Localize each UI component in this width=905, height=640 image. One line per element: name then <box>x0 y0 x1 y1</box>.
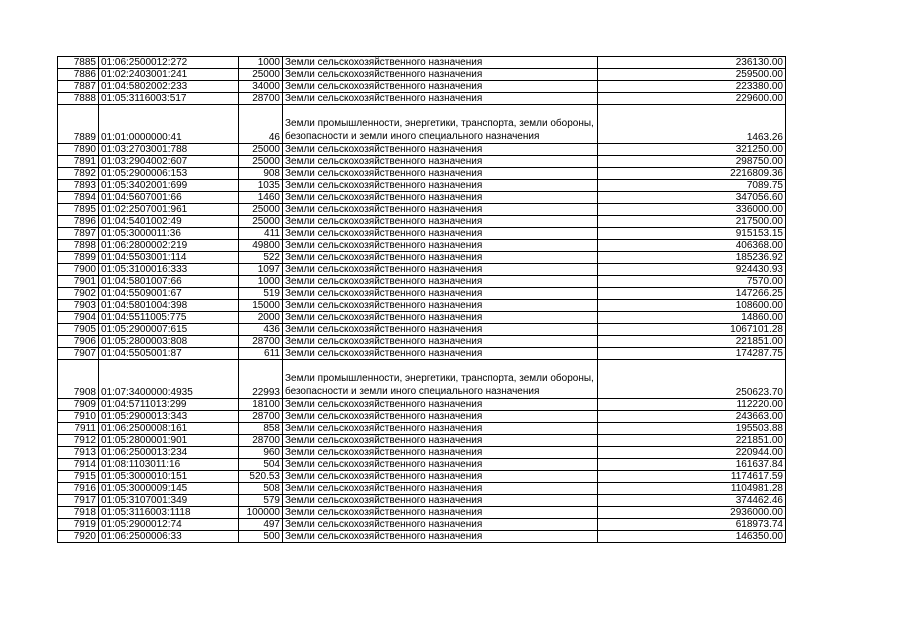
land-category-cell: Земли сельскохозяйственного назначения <box>283 264 598 276</box>
land-category-cell: Земли сельскохозяйственного назначения <box>283 180 598 192</box>
cadastral-number-cell: 01:04:5503001:114 <box>99 252 239 264</box>
table-row <box>58 483 786 495</box>
cadastral-value-cell: 195503.88 <box>598 423 786 435</box>
cadastral-value-cell: 220944.00 <box>598 447 786 459</box>
land-category-cell: Земли сельскохозяйственного назначения <box>283 411 598 423</box>
area-cell: 46 <box>239 105 283 144</box>
row-number-cell: 7886 <box>58 69 99 81</box>
area-cell: 520.53 <box>239 471 283 483</box>
table-row <box>58 264 786 276</box>
cadastral-value-cell: 223380.00 <box>598 81 786 93</box>
table-row <box>58 531 786 543</box>
table-row <box>58 180 786 192</box>
cadastral-number-cell: 01:05:2800003:808 <box>99 336 239 348</box>
land-category-cell: Земли сельскохозяйственного назначения <box>283 192 598 204</box>
cadastral-value-cell: 406368.00 <box>598 240 786 252</box>
land-category-cell: Земли сельскохозяйственного назначения <box>283 459 598 471</box>
table-row <box>58 252 786 264</box>
area-cell: 522 <box>239 252 283 264</box>
cadastral-value-cell: 221851.00 <box>598 336 786 348</box>
table-row <box>58 519 786 531</box>
cadastral-number-cell: 01:04:5802002:233 <box>99 81 239 93</box>
cadastral-value-cell: 243663.00 <box>598 411 786 423</box>
cadastral-number-cell: 01:05:2900012:74 <box>99 519 239 531</box>
row-number-cell: 7914 <box>58 459 99 471</box>
row-number-cell: 7903 <box>58 300 99 312</box>
table-row <box>58 300 786 312</box>
row-number-cell: 7900 <box>58 264 99 276</box>
area-cell: 908 <box>239 168 283 180</box>
cadastral-value-cell: 298750.00 <box>598 156 786 168</box>
cadastral-number-cell: 01:04:5607001:66 <box>99 192 239 204</box>
cadastral-number-cell: 01:05:3100016:333 <box>99 264 239 276</box>
cadastral-number-cell: 01:05:3000010:151 <box>99 471 239 483</box>
table-row <box>58 156 786 168</box>
cadastral-value-cell: 618973.74 <box>598 519 786 531</box>
table-row <box>58 324 786 336</box>
cadastral-value-cell: 147266.25 <box>598 288 786 300</box>
table-row <box>58 459 786 471</box>
area-cell: 25000 <box>239 69 283 81</box>
row-number-cell: 7895 <box>58 204 99 216</box>
land-category-cell: Земли сельскохозяйственного назначения <box>283 348 598 360</box>
area-cell: 1097 <box>239 264 283 276</box>
table-row <box>58 240 786 252</box>
row-number-cell: 7888 <box>58 93 99 105</box>
table-row <box>58 228 786 240</box>
row-number-cell: 7899 <box>58 252 99 264</box>
row-number-cell: 7905 <box>58 324 99 336</box>
table-row <box>58 348 786 360</box>
row-number-cell: 7897 <box>58 228 99 240</box>
cadastral-number-cell: 01:05:3116003:517 <box>99 93 239 105</box>
area-cell: 18100 <box>239 399 283 411</box>
cadastral-number-cell: 01:02:2507001:961 <box>99 204 239 216</box>
cadastral-number-cell: 01:06:2500008:161 <box>99 423 239 435</box>
land-category-cell: Земли сельскохозяйственного назначения <box>283 252 598 264</box>
land-category-cell: Земли сельскохозяйственного назначения <box>283 483 598 495</box>
table-row <box>58 216 786 228</box>
cadastral-number-cell: 01:03:2703001:788 <box>99 144 239 156</box>
land-category-cell: Земли сельскохозяйственного назначения <box>283 156 598 168</box>
table-row <box>58 411 786 423</box>
table-row <box>58 93 786 105</box>
land-category-cell: Земли сельскохозяйственного назначения <box>283 447 598 459</box>
row-number-cell: 7890 <box>58 144 99 156</box>
land-category-cell: Земли сельскохозяйственного назначения <box>283 471 598 483</box>
land-category-cell: Земли сельскохозяйственного назначения <box>283 276 598 288</box>
land-category-cell: Земли сельскохозяйственного назначения <box>283 495 598 507</box>
cadastral-number-cell: 01:06:2500012:272 <box>99 57 239 69</box>
cadastral-number-cell: 01:05:3116003:1118 <box>99 507 239 519</box>
area-cell: 1000 <box>239 276 283 288</box>
area-cell: 1460 <box>239 192 283 204</box>
area-cell: 436 <box>239 324 283 336</box>
cadastral-value-cell: 1067101.28 <box>598 324 786 336</box>
row-number-cell: 7907 <box>58 348 99 360</box>
land-category-cell: Земли сельскохозяйственного назначения <box>283 93 598 105</box>
row-number-cell: 7910 <box>58 411 99 423</box>
cadastral-value-cell: 915153.15 <box>598 228 786 240</box>
row-number-cell: 7892 <box>58 168 99 180</box>
table-row <box>58 399 786 411</box>
table-row <box>58 57 786 69</box>
land-category-cell: Земли сельскохозяйственного назначения <box>283 507 598 519</box>
area-cell: 2000 <box>239 312 283 324</box>
cadastral-value-cell: 924430.93 <box>598 264 786 276</box>
land-category-cell: Земли сельскохозяйственного назначения <box>283 336 598 348</box>
cadastral-value-cell: 221851.00 <box>598 435 786 447</box>
row-number-cell: 7887 <box>58 81 99 93</box>
cadastral-value-cell: 1174617.59 <box>598 471 786 483</box>
row-number-cell: 7898 <box>58 240 99 252</box>
land-category-cell: Земли сельскохозяйственного назначения <box>283 519 598 531</box>
row-number-cell: 7911 <box>58 423 99 435</box>
area-cell: 579 <box>239 495 283 507</box>
table-row <box>58 204 786 216</box>
cadastral-value-cell: 1104981.28 <box>598 483 786 495</box>
cadastral-number-cell: 01:05:3000009:145 <box>99 483 239 495</box>
area-cell: 28700 <box>239 93 283 105</box>
row-number-cell: 7894 <box>58 192 99 204</box>
table-row <box>58 288 786 300</box>
row-number-cell: 7893 <box>58 180 99 192</box>
land-category-cell: Земли сельскохозяйственного назначения <box>283 168 598 180</box>
area-cell: 611 <box>239 348 283 360</box>
row-number-cell: 7885 <box>58 57 99 69</box>
area-cell: 504 <box>239 459 283 471</box>
cadastral-value-cell: 108600.00 <box>598 300 786 312</box>
cadastral-number-cell: 01:08:1103011:16 <box>99 459 239 471</box>
table-row <box>58 495 786 507</box>
row-number-cell: 7917 <box>58 495 99 507</box>
cadastral-number-cell: 01:04:5401002:49 <box>99 216 239 228</box>
table-body <box>58 57 786 543</box>
cadastral-value-cell: 161637.84 <box>598 459 786 471</box>
cadastral-value-cell: 7089.75 <box>598 180 786 192</box>
table-row <box>58 360 786 399</box>
cadastral-value-cell: 259500.00 <box>598 69 786 81</box>
cadastral-number-cell: 01:04:5509001:67 <box>99 288 239 300</box>
area-cell: 28700 <box>239 435 283 447</box>
row-number-cell: 7919 <box>58 519 99 531</box>
cadastral-number-cell: 01:05:3402001:699 <box>99 180 239 192</box>
area-cell: 15000 <box>239 300 283 312</box>
cadastral-number-cell: 01:04:5505001:87 <box>99 348 239 360</box>
table-row <box>58 81 786 93</box>
row-number-cell: 7904 <box>58 312 99 324</box>
table-row <box>58 69 786 81</box>
table-row <box>58 447 786 459</box>
area-cell: 49800 <box>239 240 283 252</box>
table-row <box>58 423 786 435</box>
cadastral-value-cell: 336000.00 <box>598 204 786 216</box>
area-cell: 411 <box>239 228 283 240</box>
cadastral-number-cell: 01:07:3400000:4935 <box>99 360 239 399</box>
land-category-cell: Земли сельскохозяйственного назначения <box>283 324 598 336</box>
land-category-cell: Земли сельскохозяйственного назначения <box>283 57 598 69</box>
land-category-cell: Земли сельскохозяйственного назначения <box>283 204 598 216</box>
area-cell: 1035 <box>239 180 283 192</box>
table-row <box>58 105 786 144</box>
area-cell: 508 <box>239 483 283 495</box>
cadastral-number-cell: 01:05:2900006:153 <box>99 168 239 180</box>
row-number-cell: 7912 <box>58 435 99 447</box>
table-row <box>58 471 786 483</box>
row-number-cell: 7896 <box>58 216 99 228</box>
cadastral-value-cell: 321250.00 <box>598 144 786 156</box>
table-row <box>58 192 786 204</box>
cadastral-number-cell: 01:06:2500006:33 <box>99 531 239 543</box>
cadastral-number-cell: 01:04:5801004:398 <box>99 300 239 312</box>
land-category-cell: Земли сельскохозяйственного назначения <box>283 312 598 324</box>
row-number-cell: 7902 <box>58 288 99 300</box>
row-number-cell: 7901 <box>58 276 99 288</box>
land-category-cell: Земли сельскохозяйственного назначения <box>283 69 598 81</box>
cadastral-number-cell: 01:05:3107001:349 <box>99 495 239 507</box>
area-cell: 500 <box>239 531 283 543</box>
cadastral-value-cell: 250623.70 <box>598 360 786 399</box>
area-cell: 519 <box>239 288 283 300</box>
cadastral-value-cell: 7570.00 <box>598 276 786 288</box>
area-cell: 25000 <box>239 204 283 216</box>
land-category-cell: Земли сельскохозяйственного назначения <box>283 531 598 543</box>
table-row <box>58 435 786 447</box>
area-cell: 22993 <box>239 360 283 399</box>
row-number-cell: 7920 <box>58 531 99 543</box>
row-number-cell: 7916 <box>58 483 99 495</box>
cadastral-value-cell: 2936000.00 <box>598 507 786 519</box>
table-row <box>58 507 786 519</box>
cadastral-number-cell: 01:06:2500013:234 <box>99 447 239 459</box>
area-cell: 34000 <box>239 81 283 93</box>
area-cell: 25000 <box>239 216 283 228</box>
area-cell: 28700 <box>239 336 283 348</box>
row-number-cell: 7913 <box>58 447 99 459</box>
cadastral-value-cell: 185236.92 <box>598 252 786 264</box>
cadastral-number-cell: 01:01:0000000:41 <box>99 105 239 144</box>
area-cell: 858 <box>239 423 283 435</box>
row-number-cell: 7908 <box>58 360 99 399</box>
table-row <box>58 312 786 324</box>
cadastral-number-cell: 01:05:2900013:343 <box>99 411 239 423</box>
area-cell: 100000 <box>239 507 283 519</box>
cadastral-value-cell: 14860.00 <box>598 312 786 324</box>
table-row <box>58 168 786 180</box>
row-number-cell: 7906 <box>58 336 99 348</box>
table-row <box>58 276 786 288</box>
cadastral-value-cell: 236130.00 <box>598 57 786 69</box>
cadastral-number-cell: 01:06:2800002:219 <box>99 240 239 252</box>
area-cell: 1000 <box>239 57 283 69</box>
cadastral-number-cell: 01:05:2800001:901 <box>99 435 239 447</box>
cadastral-number-cell: 01:02:2403001:241 <box>99 69 239 81</box>
area-cell: 25000 <box>239 144 283 156</box>
cadastral-value-cell: 1463.26 <box>598 105 786 144</box>
land-category-cell: Земли промышленности, энергетики, транспорта, земли обороны, безопасности и земли иного специального назначения <box>283 360 598 399</box>
land-category-cell: Земли сельскохозяйственного назначения <box>283 144 598 156</box>
cadastral-number-cell: 01:05:2900007:615 <box>99 324 239 336</box>
cadastral-value-cell: 217500.00 <box>598 216 786 228</box>
row-number-cell: 7891 <box>58 156 99 168</box>
cadastral-value-cell: 2216809.36 <box>598 168 786 180</box>
row-number-cell: 7909 <box>58 399 99 411</box>
row-number-cell: 7889 <box>58 105 99 144</box>
cadastral-number-cell: 01:04:5801007:66 <box>99 276 239 288</box>
cadastral-number-cell: 01:04:5711013:299 <box>99 399 239 411</box>
land-category-cell: Земли сельскохозяйственного назначения <box>283 81 598 93</box>
area-cell: 28700 <box>239 411 283 423</box>
land-category-cell: Земли сельскохозяйственного назначения <box>283 399 598 411</box>
land-category-cell: Земли сельскохозяйственного назначения <box>283 435 598 447</box>
land-category-cell: Земли сельскохозяйственного назначения <box>283 228 598 240</box>
cadastral-number-cell: 01:04:5511005:775 <box>99 312 239 324</box>
land-plots-table <box>57 56 786 543</box>
table-row <box>58 336 786 348</box>
area-cell: 497 <box>239 519 283 531</box>
cadastral-value-cell: 347056.60 <box>598 192 786 204</box>
cadastral-value-cell: 146350.00 <box>598 531 786 543</box>
cadastral-value-cell: 174287.75 <box>598 348 786 360</box>
cadastral-value-cell: 229600.00 <box>598 93 786 105</box>
cadastral-number-cell: 01:05:3000011:36 <box>99 228 239 240</box>
row-number-cell: 7918 <box>58 507 99 519</box>
cadastral-value-cell: 112220.00 <box>598 399 786 411</box>
row-number-cell: 7915 <box>58 471 99 483</box>
land-category-cell: Земли сельскохозяйственного назначения <box>283 423 598 435</box>
table-row <box>58 144 786 156</box>
land-category-cell: Земли сельскохозяйственного назначения <box>283 216 598 228</box>
area-cell: 960 <box>239 447 283 459</box>
land-category-cell: Земли сельскохозяйственного назначения <box>283 240 598 252</box>
land-category-cell: Земли сельскохозяйственного назначения <box>283 288 598 300</box>
land-category-cell: Земли сельскохозяйственного назначения <box>283 300 598 312</box>
cadastral-value-cell: 374462.46 <box>598 495 786 507</box>
cadastral-number-cell: 01:03:2904002:607 <box>99 156 239 168</box>
land-category-cell: Земли промышленности, энергетики, транспорта, земли обороны, безопасности и земли иного специального назначения <box>283 105 598 144</box>
area-cell: 25000 <box>239 156 283 168</box>
